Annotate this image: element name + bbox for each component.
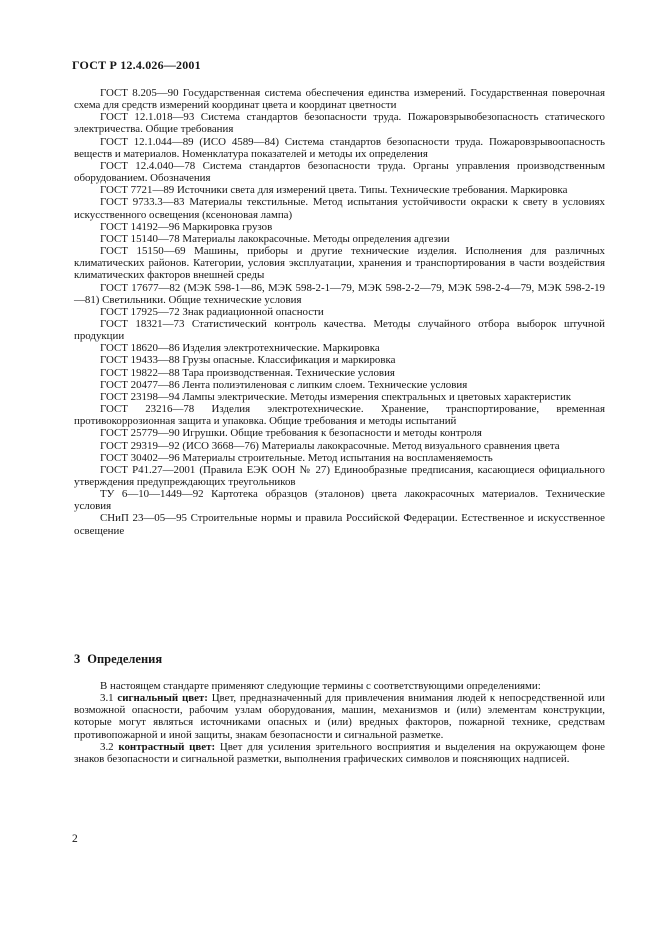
reference-item: ГОСТ 23216—78 Изделия электротехнические. Хранение, транспортирование, временная противокоррозионная защита и упаковка. Общие требования и методы испытаний — [74, 403, 605, 428]
reference-item: ГОСТ 18321—73 Статистический контроль качества. Методы случайного отбора выборок штучной продукции — [74, 317, 605, 343]
reference-item: ГОСТ 25779—90 Игрушки. Общие требования к безопасности и методы контроля — [100, 427, 482, 440]
reference-item: ГОСТ 9733.3—83 Материалы текстильные. Метод испытания устойчивости окраски к свету в условиях искусственного освещения (ксеноновая лампа) — [74, 196, 605, 221]
reference-item: ГОСТ 8.205—90 Государственная система обеспечения единства измерений. Государственная поверочная схема для средств измерений координат цвета и координат цветности — [74, 87, 605, 112]
reference-item: ГОСТ 19822—88 Тара производственная. Технические условия — [100, 366, 395, 379]
reference-item: ГОСТ 12.4.040—78 Система стандартов безопасности труда. Органы управления производственным оборудованием. Обозначения — [74, 159, 605, 185]
definition-number: 3.1 — [100, 692, 114, 705]
definition-number: 3.2 — [100, 740, 114, 753]
reference-item: ГОСТ 17925—72 Знак радиационной опасности — [100, 305, 324, 318]
reference-item: ГОСТ 23198—94 Лампы электрические. Методы измерения спектральных и цветовых характеристик — [100, 390, 572, 403]
reference-item: ГОСТ 29319—92 (ИСО 3668—76) Материалы лакокрасочные. Метод визуального сравнения цвета — [100, 439, 560, 452]
reference-item: ГОСТ 12.1.018—93 Система стандартов безопасности труда. Пожаровзрывобезопасность статического электричества. Общие требования — [74, 111, 605, 136]
definitions-block — [74, 680, 605, 765]
definition-text: Цвет для усиления зрительного восприятия и выделения на окружающем фоне знаков безопасности и сигнальной разметки, выполнения графических символов и поясняющих надписей. — [74, 740, 605, 765]
reference-item: ГОСТ 19433—88 Грузы опасные. Классификация и маркировка — [100, 354, 396, 367]
definition-term: контрастный цвет: — [118, 740, 216, 753]
reference-item: ГОСТ 30402—96 Материалы строительные. Метод испытания на воспламеняемость — [100, 451, 493, 464]
reference-item: ГОСТ 15140—78 Материалы лакокрасочные. Методы определения адгезии — [100, 232, 450, 245]
normative-references — [74, 87, 605, 537]
reference-item: ГОСТ 14192—96 Маркировка грузов — [100, 220, 273, 233]
reference-item: ГОСТ 15150—69 Машины, приборы и другие технические изделия. Исполнения для различных климатических районов. Категории, условия эксплуатации, хранения и транспортирования в части воздействия климатических факторов внешней среды — [74, 245, 605, 282]
reference-item: ТУ 6—10—1449—92 Картотека образцов (эталонов) цвета лакокрасочных материалов. Технические условия — [74, 488, 605, 513]
reference-item: ГОСТ 18620—86 Изделия электротехнические. Маркировка — [100, 342, 380, 355]
definition-text: Цвет, предназначенный для привлечения внимания людей к непосредственной или возможной опасности, рабочим узлам оборудования, машин, механизмов и (или) элементам конструкции, которые могут являться источниками опасных и (или) вредных факторов, пожарной технике, средствам противопожарной и иной защиты, знакам безопасности и сигнальной разметке. — [74, 692, 605, 741]
reference-item: ГОСТ Р41.27—2001 (Правила ЕЭК ООН № 27) Единообразные предписания, касающиеся официального утверждения предупреждающих треугольников — [74, 463, 605, 488]
section-number: 3 — [74, 652, 81, 666]
reference-item: СНиП 23—05—95 Строительные нормы и правила Российской Федерации. Естественное и искусственное освещение — [74, 512, 605, 537]
reference-item: ГОСТ 17677—82 (МЭК 598-1—86, МЭК 598-2-1—79, МЭК 598-2-2—79, МЭК 598-2-4—79, МЭК 598-2-19—81) Светильники. Общие технические условия — [74, 281, 605, 306]
reference-item: ГОСТ 12.1.044—89 (ИСО 4589—84) Система стандартов безопасности труда. Пожаровзрывоопасность веществ и материалов. Номенклатура показателей и методы их определения — [74, 135, 605, 160]
page-number: 2 — [72, 833, 78, 845]
reference-item: ГОСТ 20477—86 Лента полиэтиленовая с липким слоем. Технические условия — [100, 378, 468, 391]
definition-item — [74, 741, 605, 765]
reference-item: ГОСТ 7721—89 Источники света для измерений цвета. Типы. Технические требования. Маркировка — [100, 184, 568, 197]
document-header: ГОСТ Р 12.4.026—2001 — [72, 58, 201, 72]
definition-term: сигнальный цвет: — [117, 692, 208, 705]
definition-item — [74, 692, 605, 741]
section-title: Определения — [87, 652, 163, 666]
section-heading — [74, 652, 162, 667]
section-intro: В настоящем стандарте применяют следующие термины с соответствующими определениями: — [100, 680, 541, 692]
